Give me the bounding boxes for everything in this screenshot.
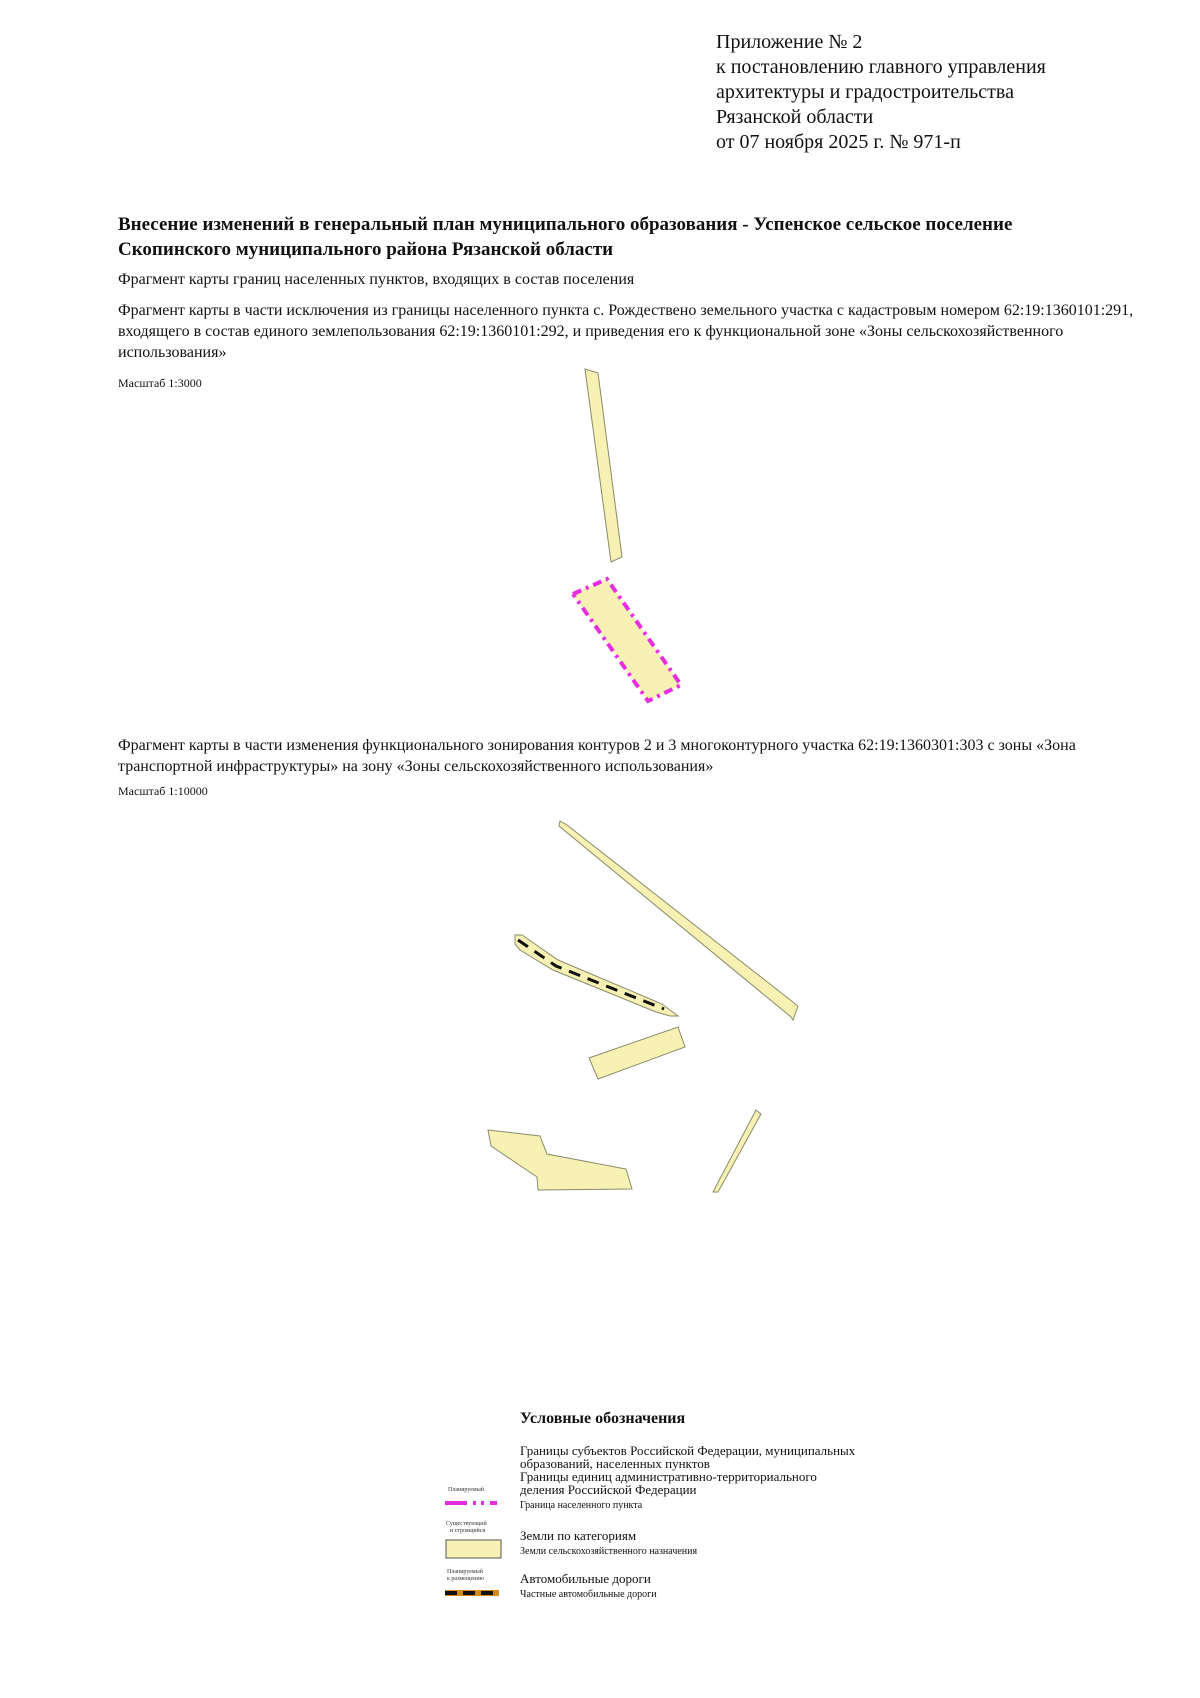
appendix-line-1: Приложение № 2 <box>716 31 863 53</box>
fragment2-description: Фрагмент карты в части изменения функционального зонирования контуров 2 и 3 многоконтурного участка 62:19:1360301:303 с зоны «Зона транспортной инфраструктуры» на зону «Зоны сельскохозяйственного использования» <box>118 737 1076 775</box>
legend-symbols <box>445 1503 501 1596</box>
appendix-line-4: Рязанской области <box>716 106 874 128</box>
document-subtitle: Фрагмент карты границ населенных пунктов, входящих в состав поселения <box>118 271 635 288</box>
fragment2-scale: Масштаб 1:10000 <box>118 784 208 798</box>
parcel-strip-north <box>585 369 622 562</box>
legend-lands-status-1: Существующий <box>446 1521 487 1527</box>
legend-roads-heading: Автомобильные дороги <box>520 1571 651 1586</box>
fragment1-description: Фрагмент карты в части исключения из границы населенного пункта с. Рождествено земельного участка с кадастровым номером 62:19:1360101:291, входящего в состав единого землепользования 62:19:1360101:292, и приведения его к функциональной зоне «Зоны сельскохозяйственного использования» <box>118 302 1134 361</box>
legend-lands-heading: Земли по категориям <box>520 1528 637 1543</box>
legend-roads-status-2: к размещению <box>447 1576 485 1582</box>
parcel-excluded <box>573 579 681 701</box>
appendix-line-3: архитектуры и градостроительства <box>716 81 1014 103</box>
fragment2-map <box>488 821 798 1192</box>
fragment1-map <box>573 369 681 701</box>
appendix-line-5: от 07 ноября 2025 г. № 971-п <box>716 131 961 153</box>
title-line-2: Скопинского муниципального района Рязанской области <box>118 239 614 260</box>
parcel-irregular <box>488 1130 632 1190</box>
parcel-rectangle <box>589 1027 685 1079</box>
legend-roads-status-1: Планируемый <box>447 1569 483 1575</box>
fragment1-scale: Масштаб 1:3000 <box>118 376 202 390</box>
legend-lands-item: Земли сельскохозяйственного назначения <box>520 1546 698 1557</box>
legend-title: Условные обозначения <box>520 1410 686 1427</box>
legend-group1 <box>520 1444 855 1496</box>
legend-agri-land-swatch <box>446 1540 501 1558</box>
legend-group1-line3: Границы единиц административно-территориального <box>520 1469 817 1484</box>
parcel-long-diagonal <box>559 821 798 1020</box>
legend-boundary-item: Граница населенного пункта <box>520 1500 643 1511</box>
legend-roads-item: Частные автомобильные дороги <box>520 1589 657 1600</box>
legend-group1-line4: деления Российской Федерации <box>520 1482 697 1497</box>
title-line-1: Внесение изменений в генеральный план муниципального образования - Успенское сельское поселение <box>118 214 1013 235</box>
parcel-narrow-strip <box>713 1110 761 1192</box>
legend-group1-line2: образований, населенных пунктов <box>520 1456 710 1471</box>
legend-boundary-status: Планируемый <box>448 1487 484 1493</box>
legend-group1-line1: Границы субъектов Российской Федерации, муниципальных <box>520 1443 856 1458</box>
appendix-line-2: к постановлению главного управления <box>716 56 1046 78</box>
legend-lands-status-2: и строящийся <box>450 1528 486 1534</box>
